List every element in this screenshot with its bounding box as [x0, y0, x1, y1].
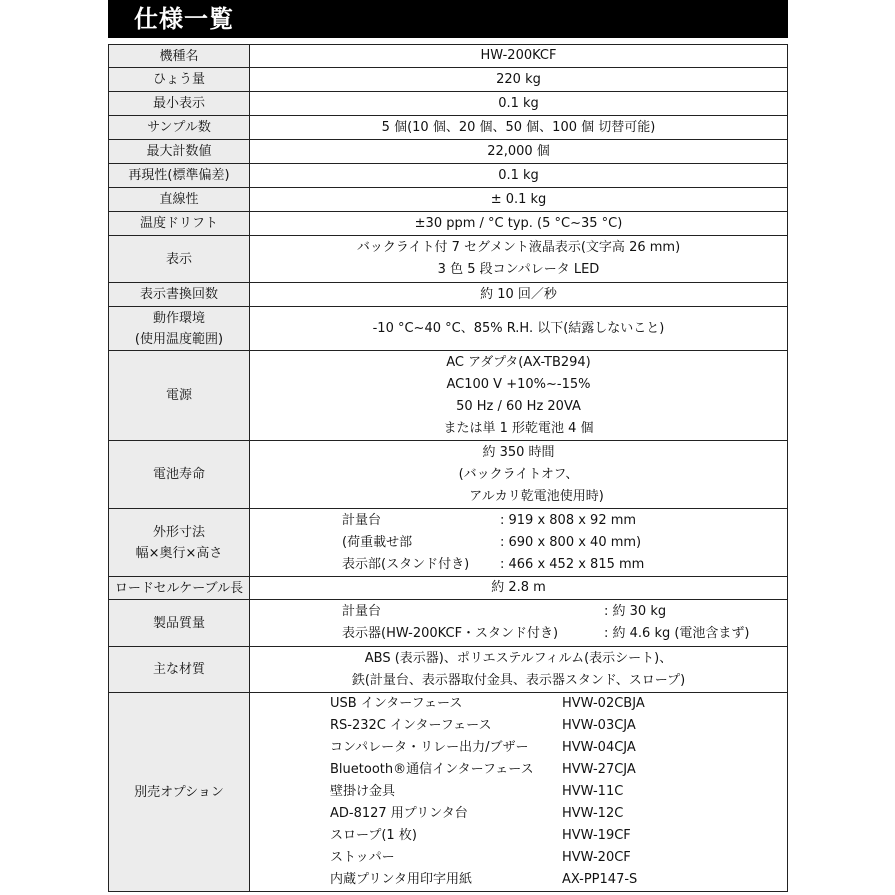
- weight-value: : 約 30 kg: [604, 604, 667, 619]
- weight-name: 計量台: [342, 604, 382, 619]
- option-item: [250, 715, 787, 737]
- option-item: [250, 781, 787, 803]
- value-repeatability: 0.1 kg: [250, 164, 788, 188]
- option-item: [250, 759, 787, 781]
- value-model: HW-200KCF: [250, 45, 788, 68]
- label-weight: 製品質量: [109, 600, 250, 647]
- dimension-name: 表示部(スタンド付き): [342, 556, 470, 572]
- label-model: 機種名: [109, 45, 250, 68]
- label-materials: 主な材質: [109, 647, 250, 693]
- value-capacity: 220 kg: [250, 68, 788, 92]
- weight-value: : 約 4.6 kg (電池含まず): [604, 626, 750, 641]
- option-code: HVW-27CJA: [562, 762, 636, 777]
- option-code: HVW-19CF: [562, 828, 631, 843]
- materials-line-2: 鉄(計量台、表示器取付金具、表示器スタンド、スロープ): [351, 672, 686, 688]
- row-sample: [109, 116, 788, 140]
- dimension-item: [250, 510, 787, 532]
- option-name: USB インターフェース: [330, 696, 463, 711]
- label-options: 別売オプション: [109, 693, 250, 892]
- row-battery: [109, 441, 788, 509]
- row-materials: [109, 647, 788, 693]
- dimension-name: 計量台: [342, 512, 382, 528]
- display-line-2: 3 色 5 段コンパレータ LED: [437, 262, 600, 277]
- option-name: AD-8127 用プリンタ台: [330, 806, 468, 821]
- row-linearity: [109, 188, 788, 212]
- display-line-1: バックライト付 7 セグメント液晶表示(文字高 26 mm): [356, 240, 681, 255]
- operating-label-line-2: (使用温度範囲): [134, 331, 224, 347]
- label-display: 表示: [109, 236, 250, 283]
- option-name: 内蔵プリンタ用印字用紙: [330, 872, 472, 887]
- row-dimensions: [109, 509, 788, 577]
- dimension-item: [250, 532, 787, 554]
- value-dimensions: [250, 509, 788, 577]
- power-line-2: AC100 V +10%~-15%: [446, 376, 591, 392]
- dimension-value: : 919 x 808 x 92 mm: [500, 512, 637, 528]
- option-item: [250, 737, 787, 759]
- power-line-3: 50 Hz / 60 Hz 20VA: [456, 398, 581, 414]
- option-name: RS-232C インターフェース: [330, 718, 492, 733]
- value-weight: [250, 600, 788, 647]
- dimension-value: : 466 x 452 x 815 mm: [500, 556, 645, 572]
- option-item: [250, 693, 787, 715]
- option-code: HVW-04CJA: [562, 740, 636, 755]
- value-refresh: 約 10 回／秒: [250, 283, 788, 307]
- option-code: HVW-02CBJA: [562, 696, 645, 711]
- label-temp-drift: 温度ドリフト: [109, 212, 250, 236]
- weight-item: [250, 601, 787, 623]
- option-code: HVW-20CF: [562, 850, 631, 865]
- page-title: 仕様一覧: [134, 5, 234, 33]
- option-name: コンパレータ・リレー出力/ブザー: [330, 740, 529, 755]
- value-max-count: 22,000 個: [250, 140, 788, 164]
- option-item: [250, 847, 787, 869]
- label-operating: [109, 307, 250, 351]
- battery-line-2: (バックライトオフ、: [458, 466, 579, 482]
- header-bar: [108, 0, 788, 38]
- dimensions-label-line-2: 幅×奥行×高さ: [135, 545, 223, 561]
- battery-line-3: アルカリ乾電池使用時): [469, 488, 604, 504]
- dimension-name: (荷重載せ部: [342, 534, 413, 550]
- row-operating: [109, 307, 788, 351]
- label-capacity: ひょう量: [109, 68, 250, 92]
- option-item: [250, 869, 787, 891]
- value-cable: 約 2.8 m: [250, 577, 788, 600]
- option-name: 壁掛け金具: [330, 784, 396, 799]
- label-battery: 電池寿命: [109, 441, 250, 509]
- value-power: [250, 351, 788, 441]
- power-line-1: AC アダプタ(AX-TB294): [446, 354, 591, 370]
- option-name: スロープ(1 枚): [330, 828, 417, 843]
- weight-item: [250, 623, 787, 645]
- label-sample: サンプル数: [109, 116, 250, 140]
- value-operating: -10 °C~40 °C、85% R.H. 以下(結露しないこと): [250, 307, 788, 351]
- row-model: [109, 45, 788, 68]
- value-battery: [250, 441, 788, 509]
- option-name: Bluetooth®通信インターフェース: [330, 762, 534, 777]
- label-max-count: 最大計数値: [109, 140, 250, 164]
- value-linearity: ± 0.1 kg: [250, 188, 788, 212]
- value-options: [250, 693, 788, 892]
- label-cable: ロードセルケーブル長: [109, 577, 250, 600]
- dimension-item: [250, 554, 787, 576]
- label-min-display: 最小表示: [109, 92, 250, 116]
- power-line-4: または単 1 形乾電池 4 個: [443, 420, 594, 436]
- option-code: HVW-11C: [562, 784, 624, 799]
- label-repeatability: 再現性(標準偏差): [109, 164, 250, 188]
- row-options: [109, 693, 788, 892]
- option-code: HVW-03CJA: [562, 718, 636, 733]
- option-code: HVW-12C: [562, 806, 624, 821]
- row-display: [109, 236, 788, 283]
- spec-table: [108, 44, 788, 892]
- value-sample: 5 個(10 個、20 個、50 個、100 個 切替可能): [250, 116, 788, 140]
- row-max-count: [109, 140, 788, 164]
- label-power: 電源: [109, 351, 250, 441]
- label-linearity: 直線性: [109, 188, 250, 212]
- value-min-display: 0.1 kg: [250, 92, 788, 116]
- row-capacity: [109, 68, 788, 92]
- row-cable: [109, 577, 788, 600]
- weight-name: 表示器(HW-200KCF・スタンド付き): [342, 626, 559, 641]
- value-display: [250, 236, 788, 283]
- row-repeatability: [109, 164, 788, 188]
- option-item: [250, 803, 787, 825]
- value-materials: [250, 647, 788, 693]
- row-min-display: [109, 92, 788, 116]
- row-refresh: [109, 283, 788, 307]
- label-refresh: 表示書換回数: [109, 283, 250, 307]
- materials-line-1: ABS (表示器)、ポリエステルフィルム(表示シート)、: [364, 650, 673, 666]
- option-item: [250, 825, 787, 847]
- row-power: [109, 351, 788, 441]
- dimension-value: : 690 x 800 x 40 mm): [500, 534, 642, 550]
- option-code: AX-PP147-S: [562, 872, 638, 887]
- dimensions-label-line-1: 外形寸法: [152, 524, 205, 540]
- row-weight: [109, 600, 788, 647]
- row-temp-drift: [109, 212, 788, 236]
- value-temp-drift: ±30 ppm / °C typ. (5 °C~35 °C): [250, 212, 788, 236]
- option-name: ストッパー: [330, 850, 395, 865]
- operating-label-line-1: 動作環境: [152, 310, 205, 326]
- label-dimensions: [109, 509, 250, 577]
- battery-line-1: 約 350 時間: [482, 444, 555, 460]
